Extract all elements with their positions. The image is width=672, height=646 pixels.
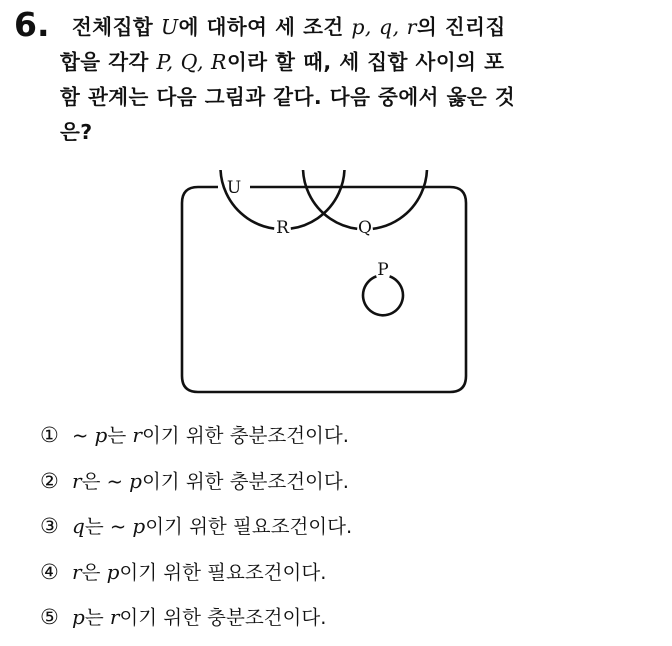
math-sets: P, Q, R — [156, 50, 227, 74]
math-conditions: p, q, r — [351, 15, 417, 39]
choice-number: ⑤ — [40, 605, 59, 629]
stem-line-1: 전체집합 U에 대하여 세 조건 p, q, r의 진리집 — [72, 15, 506, 39]
question-stem — [60, 10, 660, 150]
question-number: 6. — [14, 5, 50, 44]
stem-line-2: 합을 각각 P, Q, R이라 할 때, 세 집합 사이의 포 — [60, 50, 505, 74]
universal-set-box — [182, 187, 466, 392]
choice-1[interactable]: ① ~ p는 r이기 위한 충분조건이다. — [40, 418, 650, 464]
choice-5[interactable]: ⑤ p는 r이기 위한 충분조건이다. — [40, 600, 650, 646]
choice-number: ② — [40, 468, 59, 493]
choice-2[interactable]: ② r은 ~ p이기 위한 충분조건이다. — [40, 464, 650, 510]
stem-line-4: 은? — [60, 120, 93, 144]
set-p-label: P — [377, 260, 389, 280]
venn-diagram — [170, 170, 480, 400]
stem-line-3: 함 관계는 다음 그림과 같다. 다음 중에서 옳은 것 — [60, 85, 516, 109]
choice-4[interactable]: ④ r은 p이기 위한 필요조건이다. — [40, 555, 650, 601]
choice-number: ① — [40, 423, 59, 447]
choice-3[interactable]: ③ q는 ~ p이기 위한 필요조건이다. — [40, 509, 650, 555]
set-q-label: Q — [358, 218, 372, 238]
math-symbol-U: U — [160, 15, 179, 39]
set-p-circle — [363, 276, 403, 315]
universal-set-label: U — [226, 178, 242, 198]
choice-number: ③ — [40, 514, 59, 538]
set-r-label: R — [276, 218, 289, 238]
answer-choices — [40, 418, 650, 646]
choice-number: ④ — [40, 559, 59, 584]
